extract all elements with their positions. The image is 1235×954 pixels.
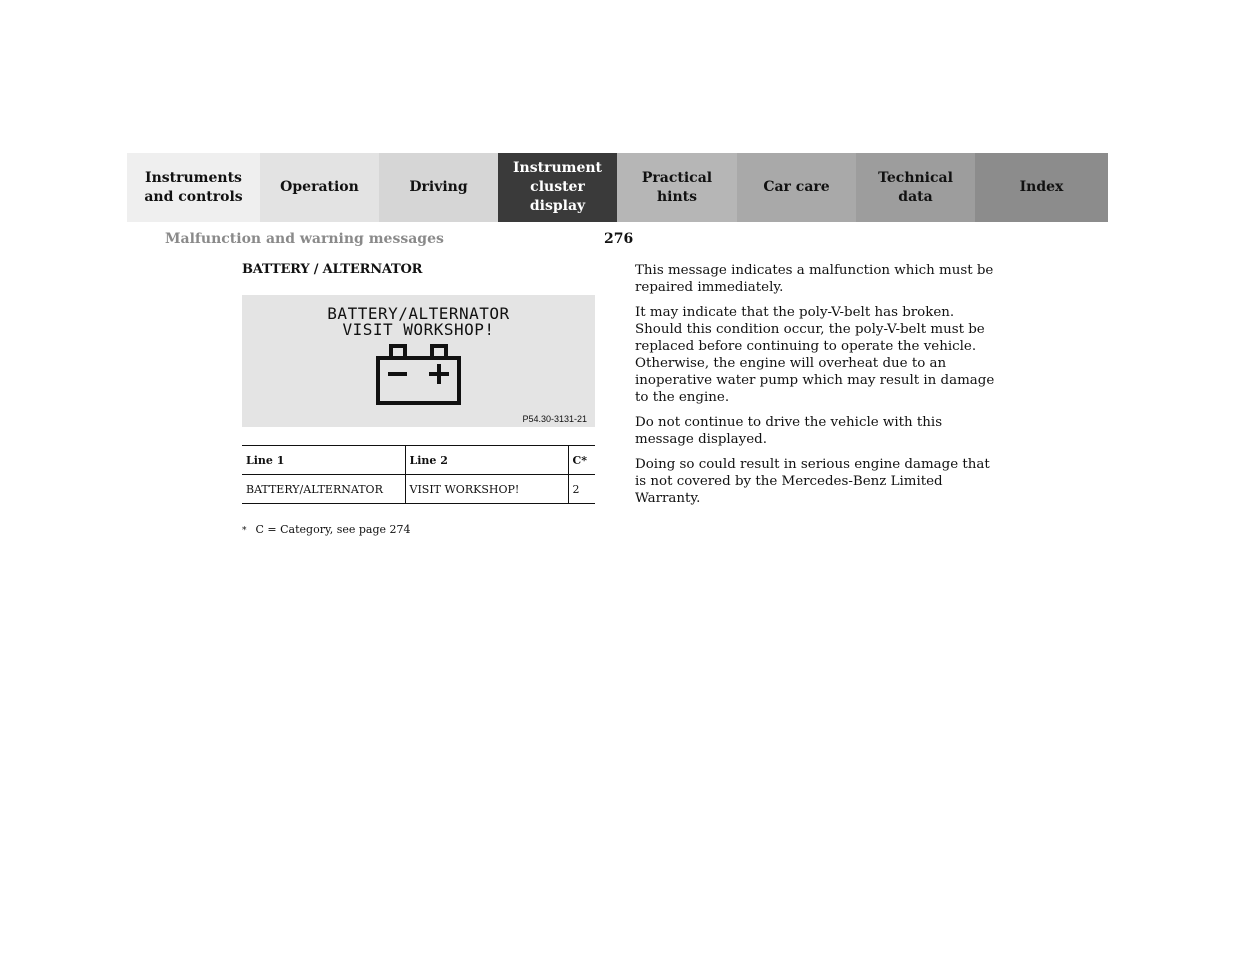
tab-practical-hints[interactable]: Practical hints xyxy=(617,153,737,222)
header-category: C* xyxy=(568,446,595,475)
header-line-2: Line 2 xyxy=(405,446,568,475)
message-heading: BATTERY / ALTERNATOR xyxy=(242,262,423,277)
tab-instruments-and-controls[interactable]: Instruments and controls xyxy=(127,153,260,222)
battery-icon xyxy=(375,343,463,407)
cell-category: 2 xyxy=(568,475,595,504)
tab-operation[interactable]: Operation xyxy=(260,153,379,222)
table-row xyxy=(242,475,595,504)
tab-driving[interactable]: Driving xyxy=(379,153,498,222)
paragraph: Doing so could result in serious engine damage that is not covered by the Mercedes-Benz Limited Warranty. xyxy=(635,457,990,506)
cluster-display-illustration xyxy=(242,295,595,427)
section-title: Malfunction and warning messages xyxy=(165,231,444,247)
cell-line-2: VISIT WORKSHOP! xyxy=(405,475,568,504)
paragraph: Do not continue to drive the vehicle with this message displayed. xyxy=(635,415,943,447)
figure-reference: P54.30-3131-21 xyxy=(522,414,587,424)
cell-line-1: BATTERY/ALTERNATOR xyxy=(242,475,405,504)
footnote-text: C = Category, see page 274 xyxy=(255,523,411,536)
tab-technical-data[interactable]: Technical data xyxy=(856,153,975,222)
display-line-2: VISIT WORKSHOP! xyxy=(342,320,495,339)
paragraph: It may indicate that the poly-V-belt has broken. Should this condition occur, the poly-V-belt must be replaced before continuing to operate the vehicle. Otherwise, the engine will overheat due to an inoperative water pump which may result in damage to the engine. xyxy=(635,305,995,405)
tab-index[interactable]: Index xyxy=(975,153,1108,222)
header-line-1: Line 1 xyxy=(242,446,405,475)
display-line-1: BATTERY/ALTERNATOR xyxy=(327,304,510,323)
footnote-marker: * xyxy=(242,526,247,536)
explanation-text xyxy=(635,262,995,515)
footnote xyxy=(242,523,411,536)
tab-instrument-cluster-display[interactable]: Instrument cluster display xyxy=(498,153,617,222)
table-header-row xyxy=(242,446,595,475)
message-table xyxy=(242,445,595,504)
section-nav xyxy=(127,153,1108,222)
page-number: 276 xyxy=(604,231,634,247)
tab-car-care[interactable]: Car care xyxy=(737,153,856,222)
paragraph: This message indicates a malfunction which must be repaired immediately. xyxy=(635,263,994,295)
